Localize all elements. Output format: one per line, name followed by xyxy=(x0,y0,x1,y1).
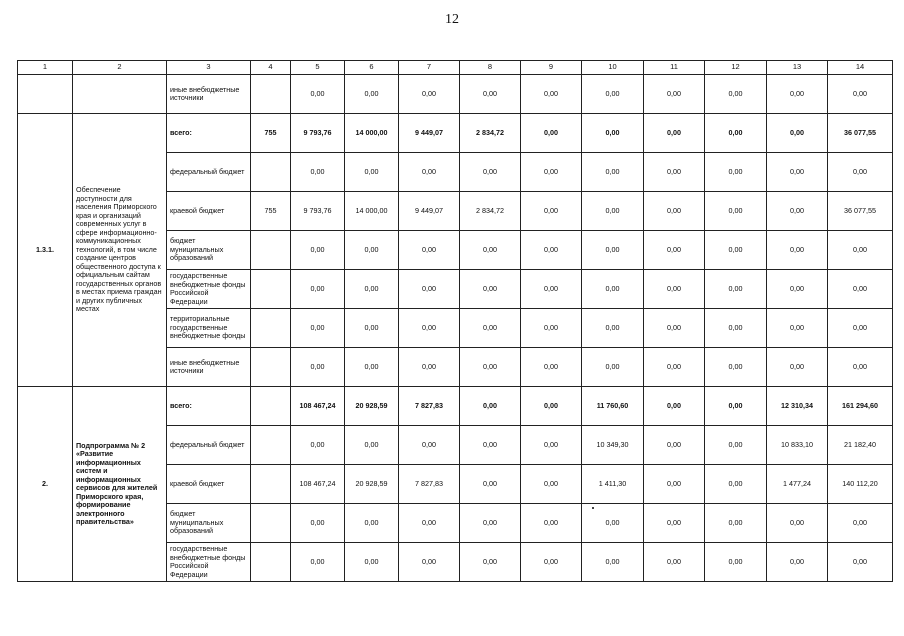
column-number-14: 14 xyxy=(828,61,893,75)
value-cell: 0,00 xyxy=(644,504,705,543)
value-cell: 0,00 xyxy=(705,231,767,270)
value-cell: 0,00 xyxy=(521,192,582,231)
value-cell: 0,00 xyxy=(345,231,399,270)
value-cell xyxy=(251,270,291,309)
value-cell: 12 310,34 xyxy=(767,387,828,426)
value-cell: 0,00 xyxy=(291,270,345,309)
value-cell: 140 112,20 xyxy=(828,465,893,504)
value-cell: 36 077,55 xyxy=(828,114,893,153)
value-cell: 0,00 xyxy=(345,75,399,114)
column-number-9: 9 xyxy=(521,61,582,75)
value-cell: 0,00 xyxy=(705,504,767,543)
value-cell: 11 760,60 xyxy=(582,387,644,426)
value-cell: 0,00 xyxy=(460,270,521,309)
value-cell: 0,00 xyxy=(521,75,582,114)
value-cell: 0,00 xyxy=(644,270,705,309)
item-code-cell xyxy=(18,75,73,114)
value-cell: 0,00 xyxy=(767,504,828,543)
value-cell: 0,00 xyxy=(644,348,705,387)
funding-source: государственные внебюджетные фонды Российской Федерации xyxy=(167,270,251,309)
value-cell: 0,00 xyxy=(345,504,399,543)
value-cell: 0,00 xyxy=(705,465,767,504)
value-cell: 0,00 xyxy=(460,309,521,348)
value-cell: 0,00 xyxy=(521,231,582,270)
value-cell: 0,00 xyxy=(582,75,644,114)
value-cell: 0,00 xyxy=(582,348,644,387)
value-cell: 7 827,83 xyxy=(399,387,460,426)
value-cell: 0,00 xyxy=(291,309,345,348)
value-cell: 0,00 xyxy=(828,270,893,309)
value-cell: 1 411,30 xyxy=(582,465,644,504)
column-number-8: 8 xyxy=(460,61,521,75)
value-cell: 0,00 xyxy=(345,309,399,348)
value-cell: 0,00 xyxy=(582,192,644,231)
value-cell: 7 827,83 xyxy=(399,465,460,504)
value-cell: 0,00 xyxy=(705,192,767,231)
funding-source: краевой бюджет xyxy=(167,465,251,504)
column-number-3: 3 xyxy=(167,61,251,75)
value-cell: 36 077,55 xyxy=(828,192,893,231)
value-cell: 0,00 xyxy=(828,348,893,387)
value-cell: 0,00 xyxy=(767,192,828,231)
table-row xyxy=(18,387,893,426)
column-number-4: 4 xyxy=(251,61,291,75)
value-cell: 10 349,30 xyxy=(582,426,644,465)
column-number-row xyxy=(18,61,893,75)
value-cell: 0,00 xyxy=(399,270,460,309)
value-cell: 0,00 xyxy=(582,231,644,270)
value-cell: 2 834,72 xyxy=(460,114,521,153)
value-cell: 0,00 xyxy=(644,309,705,348)
value-cell: 0,00 xyxy=(705,348,767,387)
value-cell: 0,00 xyxy=(460,387,521,426)
value-cell: 0,00 xyxy=(399,309,460,348)
value-cell: 0,00 xyxy=(767,543,828,582)
value-cell: 9 793,76 xyxy=(291,192,345,231)
value-cell: 0,00 xyxy=(705,543,767,582)
value-cell xyxy=(251,231,291,270)
value-cell: 14 000,00 xyxy=(345,192,399,231)
value-cell: 0,00 xyxy=(705,387,767,426)
value-cell: 755 xyxy=(251,114,291,153)
funding-source: территориальные государственные внебюджетные фонды xyxy=(167,309,251,348)
value-cell: 0,00 xyxy=(460,153,521,192)
value-cell: 0,00 xyxy=(582,114,644,153)
value-cell: 0,00 xyxy=(460,543,521,582)
column-number-1: 1 xyxy=(18,61,73,75)
value-cell: 20 928,59 xyxy=(345,387,399,426)
value-cell: 0,00 xyxy=(399,231,460,270)
value-cell: 0,00 xyxy=(767,114,828,153)
value-cell: 0,00 xyxy=(644,465,705,504)
column-number-13: 13 xyxy=(767,61,828,75)
value-cell: 0,00 xyxy=(644,192,705,231)
value-cell: 0,00 xyxy=(644,75,705,114)
value-cell: 0,00 xyxy=(644,426,705,465)
value-cell: 0,00 xyxy=(345,153,399,192)
item-name: Обеспечение доступности для населения Приморского края и организаций современных услуг в сфере информационно-коммуникационных технологий, в том числе создание центров общественного доступа к официальным сайтам государственных органов в местах приема граждан и других публичных местах xyxy=(73,114,167,387)
value-cell xyxy=(251,348,291,387)
value-cell: 0,00 xyxy=(767,153,828,192)
value-cell: 0,00 xyxy=(521,348,582,387)
funding-source: всего: xyxy=(167,387,251,426)
value-cell: 21 182,40 xyxy=(828,426,893,465)
value-cell: 0,00 xyxy=(582,543,644,582)
value-cell: 0,00 xyxy=(460,348,521,387)
value-cell: 0,00 xyxy=(521,309,582,348)
value-cell: 0,00 xyxy=(399,504,460,543)
column-number-2: 2 xyxy=(73,61,167,75)
value-cell: 0,00 xyxy=(345,426,399,465)
value-cell: 0,00 xyxy=(399,348,460,387)
value-cell: 0,00 xyxy=(521,543,582,582)
value-cell xyxy=(251,387,291,426)
value-cell: 9 449,07 xyxy=(399,192,460,231)
value-cell: 161 294,60 xyxy=(828,387,893,426)
value-cell: 0,00 xyxy=(828,309,893,348)
value-cell: 0,00 xyxy=(582,270,644,309)
value-cell xyxy=(251,75,291,114)
value-cell xyxy=(251,543,291,582)
funding-source: федеральный бюджет xyxy=(167,153,251,192)
value-cell xyxy=(251,504,291,543)
value-cell: 0,00 xyxy=(828,75,893,114)
column-number-10: 10 xyxy=(582,61,644,75)
column-number-12: 12 xyxy=(705,61,767,75)
value-cell: 0,00 xyxy=(345,543,399,582)
budget-table xyxy=(17,60,893,582)
value-cell: 0,00 xyxy=(399,543,460,582)
value-cell: 0,00 xyxy=(521,153,582,192)
value-cell: 0,00 xyxy=(521,426,582,465)
value-cell: 1 477,24 xyxy=(767,465,828,504)
table-row xyxy=(18,114,893,153)
table-row xyxy=(18,75,893,114)
value-cell: 0,00 xyxy=(767,75,828,114)
funding-source: бюджет муниципальных образований xyxy=(167,231,251,270)
value-cell: 0,00 xyxy=(644,387,705,426)
value-cell: 0,00 xyxy=(399,426,460,465)
column-number-7: 7 xyxy=(399,61,460,75)
value-cell: 0,00 xyxy=(828,543,893,582)
value-cell: 0,00 xyxy=(345,348,399,387)
item-name: Подпрограмма № 2 «Развитие информационных систем и информационных сервисов для жителей Приморского края, формирование электронного правительства» xyxy=(73,387,167,582)
page-number: 12 xyxy=(445,12,459,27)
value-cell: 0,00 xyxy=(828,231,893,270)
value-cell: 0,00 xyxy=(460,231,521,270)
funding-source: иные внебюджетные источники xyxy=(167,348,251,387)
value-cell xyxy=(251,309,291,348)
value-cell: 0,00 xyxy=(705,75,767,114)
funding-source: всего: xyxy=(167,114,251,153)
value-cell: 0,00 xyxy=(828,153,893,192)
value-cell: 0,00 xyxy=(644,543,705,582)
value-cell: 9 449,07 xyxy=(399,114,460,153)
value-cell: 0,00 xyxy=(291,504,345,543)
value-cell xyxy=(251,153,291,192)
value-cell: 14 000,00 xyxy=(345,114,399,153)
value-cell: 0,00 xyxy=(582,309,644,348)
value-cell: 0,00 xyxy=(460,426,521,465)
value-cell: 0,00 xyxy=(705,309,767,348)
value-cell: 0,00 xyxy=(644,231,705,270)
item-code: 2. xyxy=(18,387,73,582)
item-code: 1.3.1. xyxy=(18,114,73,387)
value-cell: 0,00 xyxy=(460,465,521,504)
value-cell: 0,00 xyxy=(767,309,828,348)
value-cell: 0,00 xyxy=(767,348,828,387)
value-cell: 108 467,24 xyxy=(291,465,345,504)
value-cell: 0,00 xyxy=(521,270,582,309)
value-cell: 0,00 xyxy=(582,153,644,192)
value-cell: 0,00 xyxy=(291,543,345,582)
value-cell: 0,00 xyxy=(399,75,460,114)
value-cell: 0,00 xyxy=(291,153,345,192)
value-cell: 0,00 xyxy=(460,75,521,114)
value-cell: 10 833,10 xyxy=(767,426,828,465)
funding-source: федеральный бюджет xyxy=(167,426,251,465)
funding-source: бюджет муниципальных образований xyxy=(167,504,251,543)
value-cell: 0,00 xyxy=(460,504,521,543)
value-cell: 0,00 xyxy=(521,465,582,504)
value-cell: 0,00 xyxy=(828,504,893,543)
value-cell: 2 834,72 xyxy=(460,192,521,231)
value-cell: 0,00 xyxy=(291,348,345,387)
value-cell: 0,00 xyxy=(399,153,460,192)
value-cell: 755 xyxy=(251,192,291,231)
value-cell xyxy=(251,465,291,504)
value-cell: 0,00 xyxy=(767,270,828,309)
value-cell: 0,00 xyxy=(291,426,345,465)
value-cell: 0,00 xyxy=(345,270,399,309)
value-cell: 20 928,59 xyxy=(345,465,399,504)
column-number-11: 11 xyxy=(644,61,705,75)
value-cell: 0,00 xyxy=(582,504,644,543)
funding-source: иные внебюджетные источники xyxy=(167,75,251,114)
value-cell: 0,00 xyxy=(705,426,767,465)
value-cell: 0,00 xyxy=(644,153,705,192)
value-cell: 0,00 xyxy=(705,270,767,309)
value-cell: 0,00 xyxy=(521,114,582,153)
value-cell: 0,00 xyxy=(521,504,582,543)
value-cell: 0,00 xyxy=(291,231,345,270)
value-cell: 0,00 xyxy=(705,153,767,192)
column-number-6: 6 xyxy=(345,61,399,75)
column-number-5: 5 xyxy=(291,61,345,75)
funding-source: краевой бюджет xyxy=(167,192,251,231)
funding-source: государственные внебюджетные фонды Российской Федерации xyxy=(167,543,251,582)
value-cell: 0,00 xyxy=(705,114,767,153)
value-cell: 0,00 xyxy=(521,387,582,426)
value-cell: 0,00 xyxy=(291,75,345,114)
value-cell: 9 793,76 xyxy=(291,114,345,153)
value-cell: 0,00 xyxy=(644,114,705,153)
item-name-cell xyxy=(73,75,167,114)
value-cell: 108 467,24 xyxy=(291,387,345,426)
value-cell: 0,00 xyxy=(767,231,828,270)
value-cell xyxy=(251,426,291,465)
